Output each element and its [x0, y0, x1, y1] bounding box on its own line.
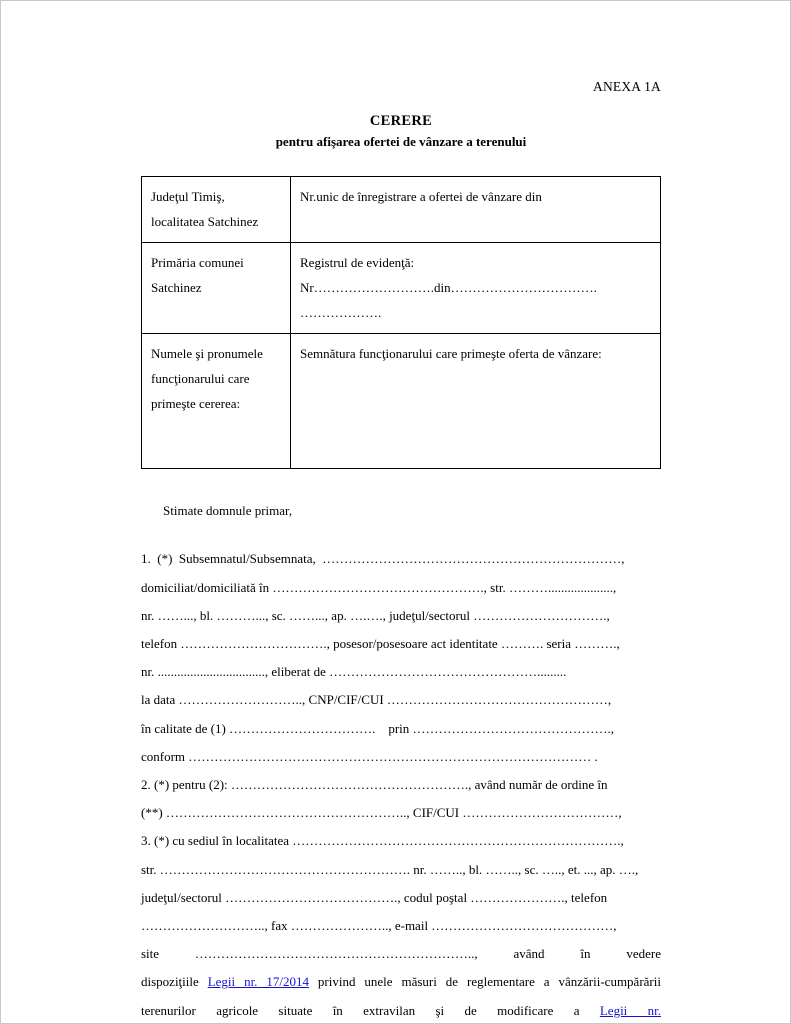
body-line: la data ……………………….., CNP/CIF/CUI ……………………………………………,: [141, 692, 612, 708]
body-line: judeţul/sectorul …………………………………., codul poştal …………………., telefon: [141, 889, 608, 905]
cell-text: ……………….: [300, 304, 382, 320]
table-cell-left: [142, 243, 291, 334]
body-line: conform ………………………………………………………………………………… .: [141, 748, 598, 764]
final-middle: privind unele măsuri de reglementare a vânzării-cumpărării terenurilor agricole situate în extravilan şi de modificare a: [141, 974, 665, 1018]
law-link-1[interactable]: Legii nr. 17/2014: [207, 974, 309, 990]
law-link-2[interactable]: Legii nr.: [599, 1002, 661, 1018]
body-line: domiciliat/domiciliată în …………………………………………., str. ………....................,: [141, 579, 617, 595]
cell-text: funcţionarului care: [151, 371, 250, 387]
table-cell-right: [291, 243, 661, 334]
body-line: ……………………….., fax ………………….., e-mail ……………………………………,: [141, 918, 617, 934]
registration-table: [141, 176, 661, 469]
greeting-text: Stimate domnule primar,: [163, 503, 293, 519]
cell-text: Nr.unic de înregistrare a ofertei de vânzare din: [300, 189, 542, 204]
cell-text: Semnătura funcţionarului care primeşte oferta de vânzare:: [300, 346, 602, 362]
cell-text: Primăria comunei: [151, 255, 244, 271]
cell-text: Judeţul Timiş,: [151, 189, 225, 204]
page-title: CERERE: [369, 113, 433, 129]
body-line: nr. ................................., eliberat de ………………………………………….........: [141, 664, 567, 680]
cell-text: Nr……………………….din…………………………….: [300, 280, 597, 296]
cell-text: primeşte cererea:: [151, 395, 241, 411]
table-row: [142, 334, 661, 469]
cell-text: Registrul de evidenţă:: [300, 255, 415, 271]
table-cell-right: [291, 177, 661, 243]
body-line: site ……………………………………………………….., având în vedere: [141, 946, 661, 962]
table-row: [142, 177, 661, 243]
cell-text: localitatea Satchinez: [151, 213, 259, 229]
table-cell-left: [142, 334, 291, 469]
table-cell-right: [291, 334, 661, 469]
final-paragraph: [141, 968, 665, 1024]
body-line: în calitate de (1) ……………………………. prin ……………………………………….,: [141, 720, 615, 736]
body-line: 1. (*) Subsemnatul/Subsemnata, ……………………………………………………………,: [141, 551, 625, 567]
page-subtitle: pentru afişarea ofertei de vânzare a terenului: [275, 134, 527, 149]
body-line: 3. (*) cu sediul în localitatea ………………………………………………………………….,: [141, 833, 624, 849]
body-line: nr. ……..., bl. ………..., sc. ……..., ap. ….…., judeţul/sectorul ………………………….,: [141, 607, 610, 623]
cell-text: Numele şi pronumele: [151, 346, 263, 362]
body-line: 2. (*) pentru (2): ………………………………………………., având număr de ordine în: [141, 777, 608, 793]
body-line: telefon ……………………………., posesor/posesoare act identitate ………. seria ……….,: [141, 636, 620, 652]
table-row: [142, 243, 661, 334]
body-line: str. …………………………………………………. nr. …….., bl. …….., sc. ….., et. ..., ap. ….,: [141, 861, 639, 877]
cell-text: Satchinez: [151, 280, 202, 296]
body-line: (**) ……………………………………………….., CIF/CUI ………………………………,: [141, 805, 622, 821]
document-content: [141, 79, 665, 1024]
anexa-label: ANEXA 1A: [593, 79, 661, 94]
table-cell-left: [142, 177, 291, 243]
final-prefix: dispoziţiile: [141, 974, 208, 990]
